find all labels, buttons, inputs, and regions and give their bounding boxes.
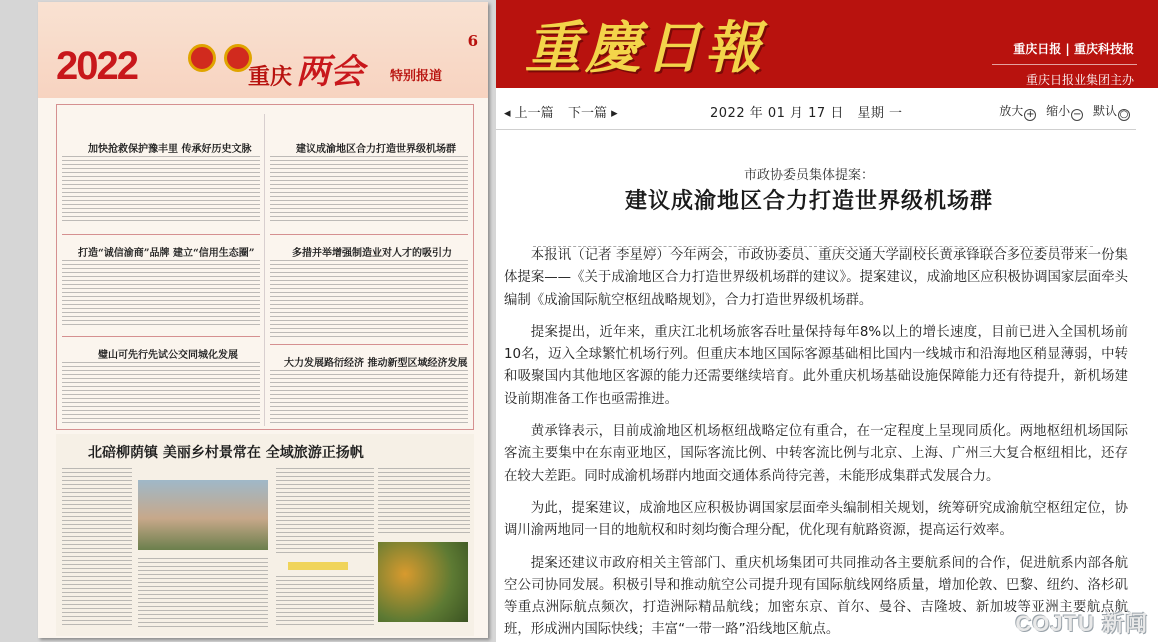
banner-title-b: 两会: [296, 52, 364, 92]
article-paragraph: 为此，提案建议，成渝地区应积极协调国家层面牵头编制相关规划，统筹研究成渝航空枢纽定位，协调川渝两地同一目的地航权和时刻均衡合理分配，优化现有航路资源，提高运行效率。: [504, 500, 1128, 539]
text-block: [62, 362, 260, 424]
banner-year: 2022: [56, 44, 137, 88]
article-paragraph: 提案还建议市政府相关主管部门、重庆机场集团可共同推动各主要航系间的合作，促进航系内部各航空公司协同发展。积极引导和推动航空公司提升现有国际航线网络质量，增加伦敦、巴黎、纽约、洛杉矶等重点洲际航点频次，打造洲际精品航线；加密东京、首尔、曼谷、吉隆坡、新加坡等亚洲主要航点航班，形成洲内国际快线；丰富“一带一路”沿线地区航点。: [504, 555, 1128, 638]
article-paragraph: 本报讯（记者 李星婷）今年两会，市政协委员、重庆交通大学副校长黄承锋联合多位委员带来一份集体提案——《关于成渝地区合力打造世界级机场群的建议》。提案建议，成渝地区应积极协调国家层面牵头编制《成渝国际航空枢纽战略规划》，合力打造世界级机场群。: [504, 248, 1128, 308]
national-emblem-icon: [188, 44, 216, 72]
article-nav: [496, 96, 1158, 126]
text-block: [270, 370, 468, 424]
newspaper-page-image[interactable]: [38, 2, 488, 638]
text-block: [270, 260, 468, 338]
section-rule: [270, 344, 468, 345]
text-block: [62, 156, 260, 224]
headline-divider: [533, 246, 1093, 247]
masthead-logo[interactable]: 重慶日報: [525, 15, 765, 81]
text-block: [62, 260, 260, 328]
article-subhead: 市政协委员集体提案：: [743, 168, 874, 183]
zoom-default-label: 默认: [1092, 104, 1117, 118]
minus-icon: −: [1072, 109, 1082, 120]
site-watermark: COJTU 新闻: [1015, 611, 1148, 636]
text-block: [138, 558, 268, 628]
page-headline[interactable]: 大力发展路衍经济 推动新型区域经济发展: [284, 358, 468, 369]
bottom-headline[interactable]: 北碚柳荫镇 美丽乡村景常在 全域旅游正扬帆: [88, 445, 364, 461]
caption-bar: [288, 562, 348, 570]
article-content: [496, 130, 1158, 642]
banner-tag: 特别报道: [390, 69, 443, 84]
page-number: 6: [467, 32, 478, 50]
header-host: 重庆日报业集团主办: [1025, 73, 1134, 87]
section-rule: [62, 336, 260, 337]
page-headline[interactable]: 打造“诚信渝商”品牌 建立“信用生态圈”: [78, 248, 255, 259]
zoom-controls: [993, 102, 1130, 121]
text-block: [62, 468, 132, 628]
prev-article-link[interactable]: ◂ 上一篇: [504, 106, 554, 121]
section-rule: [270, 234, 468, 235]
zoom-in-button[interactable]: [999, 104, 1036, 118]
scenery-photo: [378, 542, 468, 622]
zoom-out-label: 缩小: [1046, 104, 1071, 118]
page-headline[interactable]: 建议成渝地区合力打造世界级机场群: [296, 144, 456, 155]
issue-date: 2022 年 01 月 17 日 星期 一: [710, 106, 903, 121]
next-label: 下一篇: [568, 106, 608, 121]
page-headline[interactable]: 加快抢救保护豫丰里 传承好历史文脉: [88, 144, 252, 155]
column-divider: [264, 114, 265, 426]
text-block: [276, 468, 374, 556]
article-paragraph: 黄承锋表示，目前成渝地区机场枢纽战略定位有重合，在一定程度上呈现同质化。两地枢纽机场国际客流主要集中在东南亚地区，国际客流比例、中转客流比例与北京、上海、广州三大复合枢纽相比，还存在较大差距。同时成渝机场群内地面交通体系尚待完善，未能形成集群式发展合力。: [504, 424, 1128, 484]
header-links[interactable]: 重庆日报 | 重庆科技报: [1013, 42, 1134, 56]
circle-icon: ○: [1119, 109, 1129, 120]
section-rule: [62, 234, 260, 235]
village-photo: [138, 480, 268, 550]
header-divider: [992, 64, 1137, 65]
plus-icon: +: [1026, 109, 1035, 120]
text-block: [276, 576, 374, 628]
article-body: [504, 245, 1128, 642]
article-paragraph: 提案提出，近年来，重庆江北机场旅客吞吐量保持每年8%以上的增长速度，目前已进入全国机场前10名，迈入全球繁忙机场行列。但重庆本地区国际客源基础相比国内一线城市和沿海地区稍显薄弱，中转和吸聚国内其他地区客源的能力还需要继续培育。此外重庆机场基础设施保障能力还有待提升，新机场建设前期准备工作也亟需推进。: [504, 324, 1128, 407]
zoom-in-label: 放大: [999, 104, 1024, 118]
zoom-out-button[interactable]: [1046, 104, 1083, 118]
page-headline[interactable]: 多措并举增强制造业对人才的吸引力: [292, 248, 452, 259]
newspaper-page-panel: [0, 0, 496, 642]
banner-title-a: 重庆: [248, 64, 293, 90]
text-block: [378, 468, 470, 536]
zoom-default-button[interactable]: [1093, 104, 1130, 118]
page-headline[interactable]: 璧山可先行先试公交同城化发展: [98, 350, 238, 361]
prev-label: 上一篇: [514, 106, 554, 121]
text-block: [270, 156, 468, 224]
next-article-link[interactable]: 下一篇 ▸: [568, 106, 618, 121]
article-headline: 建议成渝地区合力打造世界级机场群: [624, 189, 993, 214]
